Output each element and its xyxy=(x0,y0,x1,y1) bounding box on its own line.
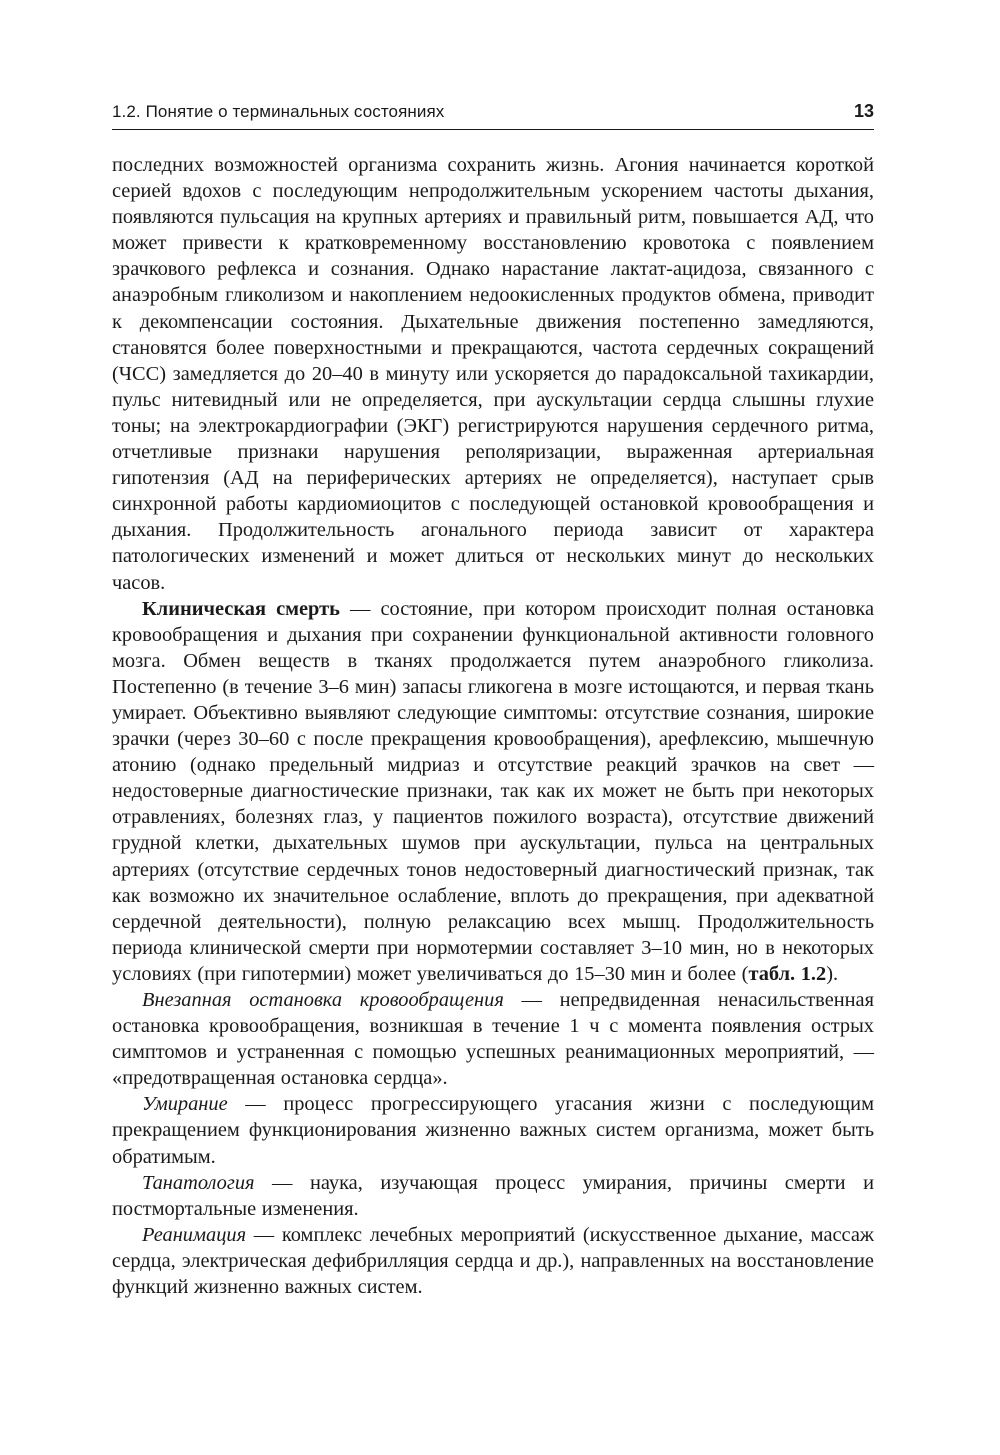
paragraph-agony-continued xyxy=(112,152,874,596)
term-clinical-death: Клиническая смерть xyxy=(142,597,340,620)
paragraph-thanatology xyxy=(112,1170,874,1222)
term-dying: Умирание xyxy=(142,1093,228,1116)
paragraph-text: — непредвиденная ненасильственная остановка кровообращения, возникшая в течение 1 ч с момента появления острых симптомов и устраненная с помощью успешных реанимационных мероприятий, — «предотвращенная остановка сердца». xyxy=(112,989,874,1090)
term-reanimation: Реанимация xyxy=(142,1223,247,1246)
paragraph-text: — наука, изучающая процесс умирания, причины смерти и постмортальные изменения. xyxy=(112,1171,874,1220)
section-title: 1.2. Понятие о терминальных состояниях xyxy=(112,102,445,121)
paragraph-clinical-death xyxy=(112,596,874,987)
running-header xyxy=(112,100,874,130)
paragraph-dying xyxy=(112,1091,874,1169)
paragraph-text: последних возможностей организма сохранить жизнь. Агония начинается короткой серией вдохов с последующим непродолжительным ускорением частоты дыхания, появляются пульсация на крупных артериях и правильный ритм, повышается АД, что может привести к кратковременному восстановлению кровотока с появлением зрачкового рефлекса и сознания. Однако нарастание лактат-ацидоза, связанного с анаэробным гликолизом и накоплением недоокисленных продуктов обмена, приводит к декомпенсации состояния. Дыхательные движения постепенно замедляются, становятся более поверхностными и прекращаются, частота сердечных сокращений (ЧСС) замедляется до 20–40 в минуту или ускоряется до парадоксальной тахикардии, пульс нитевидный или не определяется, при аускультации сердца слышны глухие тоны; на электрокардиографии (ЭКГ) регистрируются нарушения сердечного ритма, отчетливые признаки нарушения реполяризации, выраженная артериальная гипотензия (АД на периферических артериях не определяется), наступает срыв синхронной работы кардиомиоцитов с последующей остановкой кровообращения и дыхания. Продолжительность агонального периода зависит от характера патологических изменений и может длиться от нескольких минут до нескольких часов. xyxy=(112,154,874,594)
paragraph-reanimation xyxy=(112,1222,874,1300)
paragraph-text: — состояние, при котором происходит полная остановка кровообращения и дыхания при сохранении функциональной активности головного мозга. Обмен веществ в тканях продолжается путем анаэробного гликолиза. Постепенно (в течение 3–6 мин) запасы гликогена в мозге истощаются, и первая ткань умирает. Объективно выявляют следующие симптомы: отсутствие сознания, широкие зрачки (через 30–60 с после прекращения кровообращения), арефлексию, мышечную атонию (однако предельный мидриаз и отсутствие реакций зрачков на свет — недостоверные диагностические признаки, так как их может не быть при некоторых отравлениях, болезнях глаз, у пациентов пожилого возраста), отсутствие движений грудной клетки, дыхательных шумов при аускультации, пульса на центральных артериях (отсутствие сердечных тонов недостоверный диагностический признак, так как возможно их значительное ослабление, вплоть до прекращения, при адекватной сердечной деятельности), полную релаксацию всех мышц. Продолжительность периода клинической смерти при нормотермии составляет 3–10 мин, но в некоторых условиях (при гипотермии) может увеличиваться до 15–30 мин и более ( xyxy=(112,597,874,985)
term-sudden-arrest: Внезапная остановка кровообращения xyxy=(142,989,504,1011)
page-number: 13 xyxy=(853,101,874,121)
body-text xyxy=(112,152,874,1300)
table-reference: табл. 1.2 xyxy=(748,962,827,985)
paragraph-text: — комплекс лечебных мероприятий (искусственное дыхание, массаж сердца, электрическая дефибрилляция сердца и др.), направленных на восстановление функций жизненно важных систем. xyxy=(112,1223,874,1299)
paragraph-sudden-arrest xyxy=(112,987,874,1091)
term-thanatology: Танатология xyxy=(142,1171,255,1194)
paragraph-tail: ). xyxy=(826,962,839,985)
book-page xyxy=(112,100,874,1300)
paragraph-text: — процесс прогрессирующего угасания жизни с последующим прекращением функционирования жизненно важных систем организма, может быть обратимым. xyxy=(112,1093,874,1168)
